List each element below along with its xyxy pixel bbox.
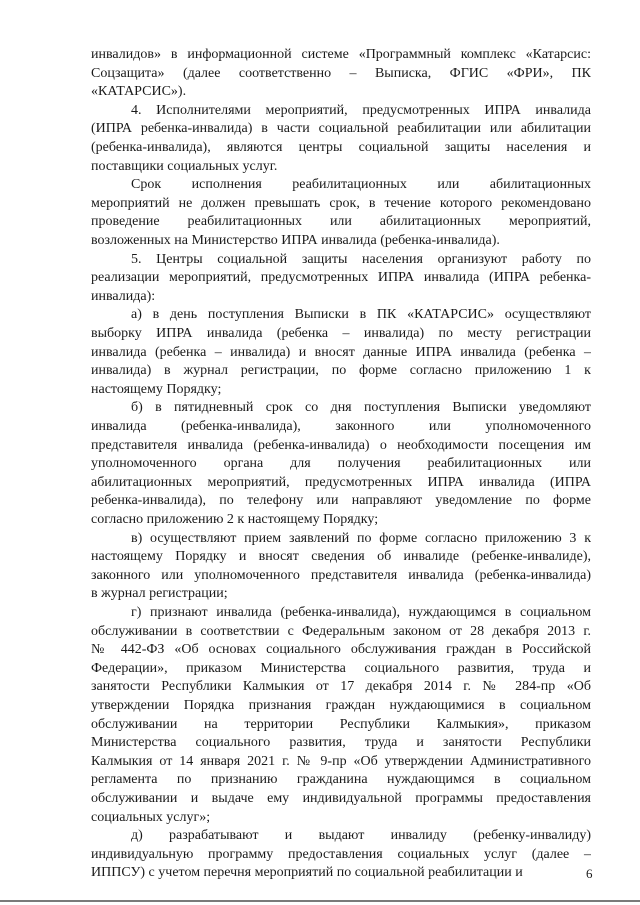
text-line: № 442-ФЗ «Об основах социального обслуживания граждан в Российской [91, 642, 591, 658]
text-line: инвалида (ребенка-инвалида), законного или уполномоченного [91, 419, 591, 434]
text-line: представителя инвалида (ребенка-инвалида) о необходимости посещения им [91, 437, 591, 453]
text-line: Калмыкия от 14 января 2021 г. № 9-пр «Об утверждении Административного [91, 753, 591, 769]
text-line: «КАТАРСИС»). [91, 84, 187, 100]
text-line: обслуживании на территории Республики Калмыкия», приказом [91, 716, 591, 732]
text-line: утверждении Порядка признания граждан нуждающимися в социальном [91, 698, 591, 713]
text-line: обслуживании в соответствии с Федеральным законом от 28 декабря 2013 г. [91, 623, 591, 639]
text-line: настоящему Порядку и вносят сведения об инвалиде (ребенке-инвалиде), [91, 549, 591, 565]
text-line: согласно приложению 2 к настоящему Порядку; [91, 512, 379, 527]
text-line: ребенка-инвалида), по телефону или направляют уведомление по форме [91, 493, 591, 509]
paragraph-first-line: б) в пятидневный срок со дня поступления Выписки уведомляют [131, 400, 591, 416]
text-line: Федерации», приказом Министерства социального развития, труда и [91, 660, 591, 676]
text-line: (ИПРА ребенка-инвалида) в части социальной реабилитации или абилитации [91, 121, 591, 137]
paragraph-first-line: 5. Центры социальной защиты населения организуют работу по [131, 251, 591, 267]
text-line: инвалида (ребенка – инвалида) и вносят данные ИПРА инвалида (ребенка – [91, 344, 591, 360]
text-line: Соцзащита» (далее соответственно – Выписка, ФГИС «ФРИ», ПК [91, 65, 591, 81]
text-line: настоящему Порядку; [91, 381, 222, 397]
text-line: поставщики социальных услуг. [91, 158, 278, 174]
paragraph-first-line: 4. Исполнителями мероприятий, предусмотренных ИПРА инвалида [131, 102, 591, 118]
text-line: реализации мероприятий, предусмотренных ИПРА инвалида (ИПРА ребенка- [91, 270, 591, 286]
paragraph-first-line: д) разрабатывают и выдают инвалиду (ребенку-инвалиду) [131, 828, 591, 844]
paragraph-first-line: в) осуществляют прием заявлений по форме согласно приложению 3 к [131, 530, 591, 546]
text-line: абилитационных мероприятий, предусмотренных ИПРА инвалида (ИПРА [91, 474, 591, 490]
text-line: социальных услуг»; [91, 809, 211, 825]
text-line: инвалида) в журнал регистрации, по форме согласно приложению 1 к [91, 363, 591, 379]
text-line: проведение реабилитационных или абилитационных мероприятий, [91, 214, 591, 230]
text-line: выборку ИПРА инвалида (ребенка – инвалида) по месту регистрации [91, 326, 591, 341]
paragraph-first-line: г) признают инвалида (ребенка-инвалида), нуждающимся в социальном [131, 605, 591, 620]
text-line: Министерства социального развития, труда и занятости Республики [91, 735, 591, 751]
text-line: ИППСУ) с учетом перечня мероприятий по социальной реабилитации и [91, 865, 523, 881]
text-line: (ребенка-инвалида), являются центры социальной защиты населения и [91, 140, 591, 155]
page-number: 6 [586, 866, 593, 881]
paragraph-first-line: а) в день поступления Выписки в ПК «КАТАРСИС» осуществляют [131, 307, 591, 323]
text-line: занятости Республики Калмыкия от 17 декабря 2014 г. № 284-пр «Об [91, 679, 591, 695]
paragraph-first-line: Срок исполнения реабилитационных или абилитационных [131, 177, 591, 193]
text-line: обслуживании и выдаче ему индивидуальной программы предоставления [91, 791, 591, 806]
text-line: индивидуальную программу предоставления социальных услуг (далее – [91, 846, 591, 862]
text-line: инвалида): [91, 288, 156, 304]
text-line: регламента по признанию гражданина нуждающимся в социальном [91, 772, 591, 788]
text-line: мероприятий не должен превышать срок, в течение которого рекомендовано [91, 195, 591, 211]
text-line: уполномоченного органа для получения реабилитационных или [91, 456, 591, 472]
text-line: в журнал регистрации; [91, 586, 228, 602]
text-line: инвалидов» в информационной системе «Программный комплекс «Катарсис: [91, 47, 591, 62]
page-bottom-rule [0, 900, 640, 902]
text-line: законного или уполномоченного представителя инвалида (ребенка-инвалида) [91, 567, 591, 583]
text-line: возложенных на Министерство ИПРА инвалида (ребенка-инвалида). [91, 233, 500, 248]
